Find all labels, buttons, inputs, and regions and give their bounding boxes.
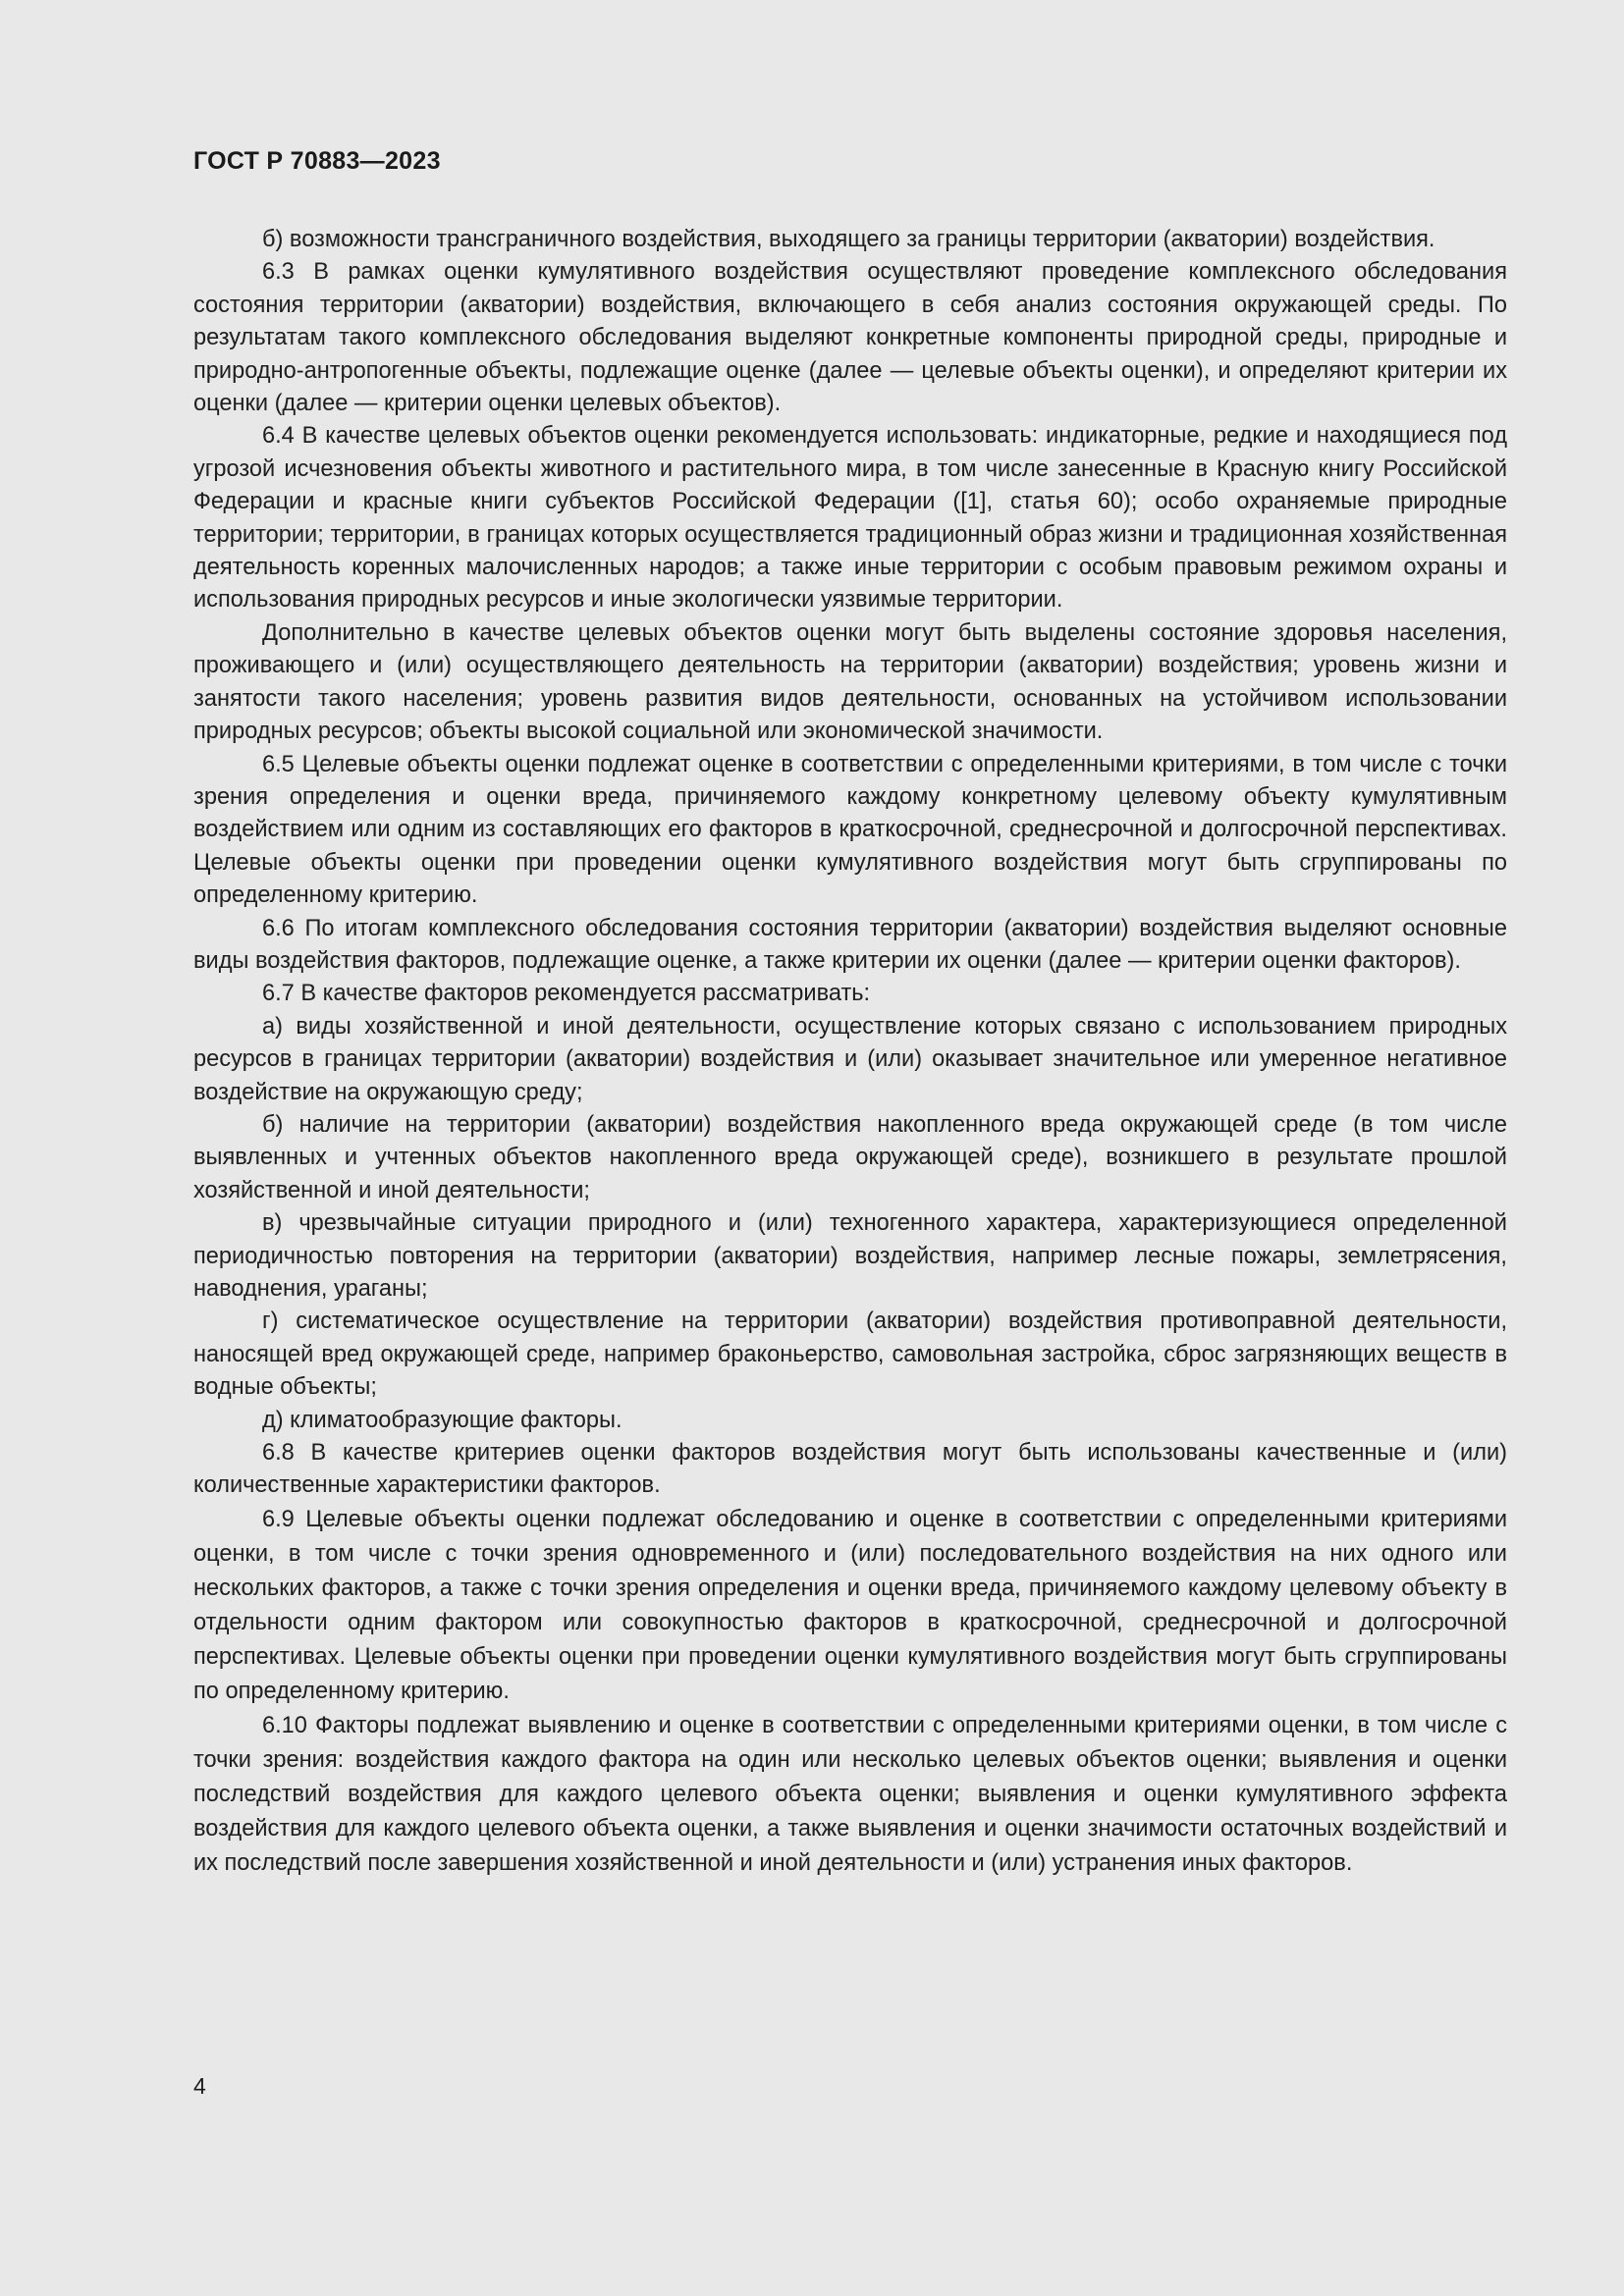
paragraph-6-4: 6.4 В качестве целевых объектов оценки рекомендуется использовать: индикаторные, редкие и находящиеся под угрозой исчезновения объекты животного и растительного мира, в том числе занесенные в Красную книгу Российской Федерации и красные книги субъектов Российской Федерации ([1], статья 60); особо охраняемые природные территории; территории, в границах которых осуществляется традиционный образ жизни и традиционная хозяйственная деятельность коренных малочисленных народов; а также иные территории с особым правовым режимом охраны и использования природных ресурсов и иные экологически уязвимые территории. (193, 423, 1507, 614)
list-item-g: г) систематическое осуществление на территории (акватории) воздействия противоправной деятельности, наносящей вред окружающей среде, например браконьерство, самовольная застройка, сброс загрязняющих веществ в водные объекты; (193, 1308, 1507, 1401)
paragraph-6-7: 6.7 В качестве факторов рекомендуется рассматривать: (262, 981, 871, 1007)
document-body (193, 224, 1507, 1881)
paragraph-item-b-transboundary: б) возможности трансграничного воздействия, выходящего за границы территории (акватории) воздействия. (262, 227, 1435, 252)
paragraph-6-3: 6.3 В рамках оценки кумулятивного воздействия осуществляют проведение комплексного обследования состояния территории (акватории) воздействия, включающего в себя анализ состояния окружающей среды. По результатам такого комплексного обследования выделяют конкретные компоненты природной среды, природные и природно-антропогенные объекты, подлежащие оценке (далее — целевые объекты оценки), и определяют критерии их оценки (далее — критерии оценки целевых объектов). (193, 259, 1507, 417)
list-item-a: а) виды хозяйственной и иной деятельности, осуществление которых связано с использованием природных ресурсов в границах территории (акватории) воздействия и (или) оказывает значительное или умеренное негативное воздействие на окружающую среду; (193, 1013, 1507, 1105)
page-number: 4 (193, 2073, 206, 2099)
paragraph-6-6: 6.6 По итогам комплексного обследования состояния территории (акватории) воздействия выделяют основные виды воздействия факторов, подлежащие оценке, а также критерии их оценки (далее — критерии оценки факторов). (193, 915, 1507, 974)
document-code-header: ГОСТ Р 70883—2023 (193, 147, 441, 175)
paragraph-6-5: 6.5 Целевые объекты оценки подлежат оценке в соответствии с определенными критериями, в том числе с точки зрения определения и оценки вреда, причиняемого каждому конкретному целевому объекту кумулятивным воздействием или одним из составляющих его факторов в краткосрочной, среднесрочной и долгосрочной перспективах. Целевые объекты оценки при проведении оценки кумулятивного воздействия могут быть сгруппированы по определенному критерию. (193, 751, 1507, 909)
list-item-v: в) чрезвычайные ситуации природного и (или) техногенного характера, характеризующиеся определенной периодичностью повторения на территории (акватории) воздействия, например лесные пожары, землетрясения, наводнения, ураганы; (193, 1210, 1507, 1302)
paragraph-6-10: 6.10 Факторы подлежат выявлению и оценке в соответствии с определенными критериями оценки, в том числе с точки зрения: воздействия каждого фактора на один или несколько целевых объектов оценки; выявления и оценки последствий воздействия для каждого целевого объекта оценки; выявления и оценки кумулятивного эффекта воздействия для каждого целевого объекта оценки, а также выявления и оценки значимости остаточных воздействий и их последствий после завершения хозяйственной и иной деятельности и (или) устранения иных факторов. (193, 1712, 1507, 1876)
list-item-b: б) наличие на территории (акватории) воздействия накопленного вреда окружающей среде (в том числе выявленных и учтенных объектов накопленного вреда окружающей среде), возникшего в результате прошлой хозяйственной и иной деятельности; (193, 1111, 1507, 1203)
paragraph-additional-targets: Дополнительно в качестве целевых объектов оценки могут быть выделены состояние здоровья населения, проживающего и (или) осуществляющего деятельность на территории (акватории) воздействия; уровень жизни и занятости такого населения; уровень развития видов деятельности, основанных на устойчивом использовании природных ресурсов; объекты высокой социальной или экономической значимости. (193, 619, 1507, 745)
paragraph-6-8: 6.8 В качестве критериев оценки факторов воздействия могут быть использованы качественные и (или) количественные характеристики факторов. (193, 1440, 1507, 1499)
list-item-d: д) климатообразующие факторы. (262, 1407, 623, 1433)
paragraph-6-9: 6.9 Целевые объекты оценки подлежат обследованию и оценке в соответствии с определенными критериями оценки, в том числе с точки зрения одновременного и (или) последовательного воздействия на них одного или нескольких факторов, а также с точки зрения определения и оценки вреда, причиняемого каждому целевому объекту в отдельности одним фактором или совокупностью факторов в краткосрочной, среднесрочной и долгосрочной перспективах. Целевые объекты оценки при проведении оценки кумулятивного воздействия могут быть сгруппированы по определенному критерию. (193, 1506, 1507, 1704)
